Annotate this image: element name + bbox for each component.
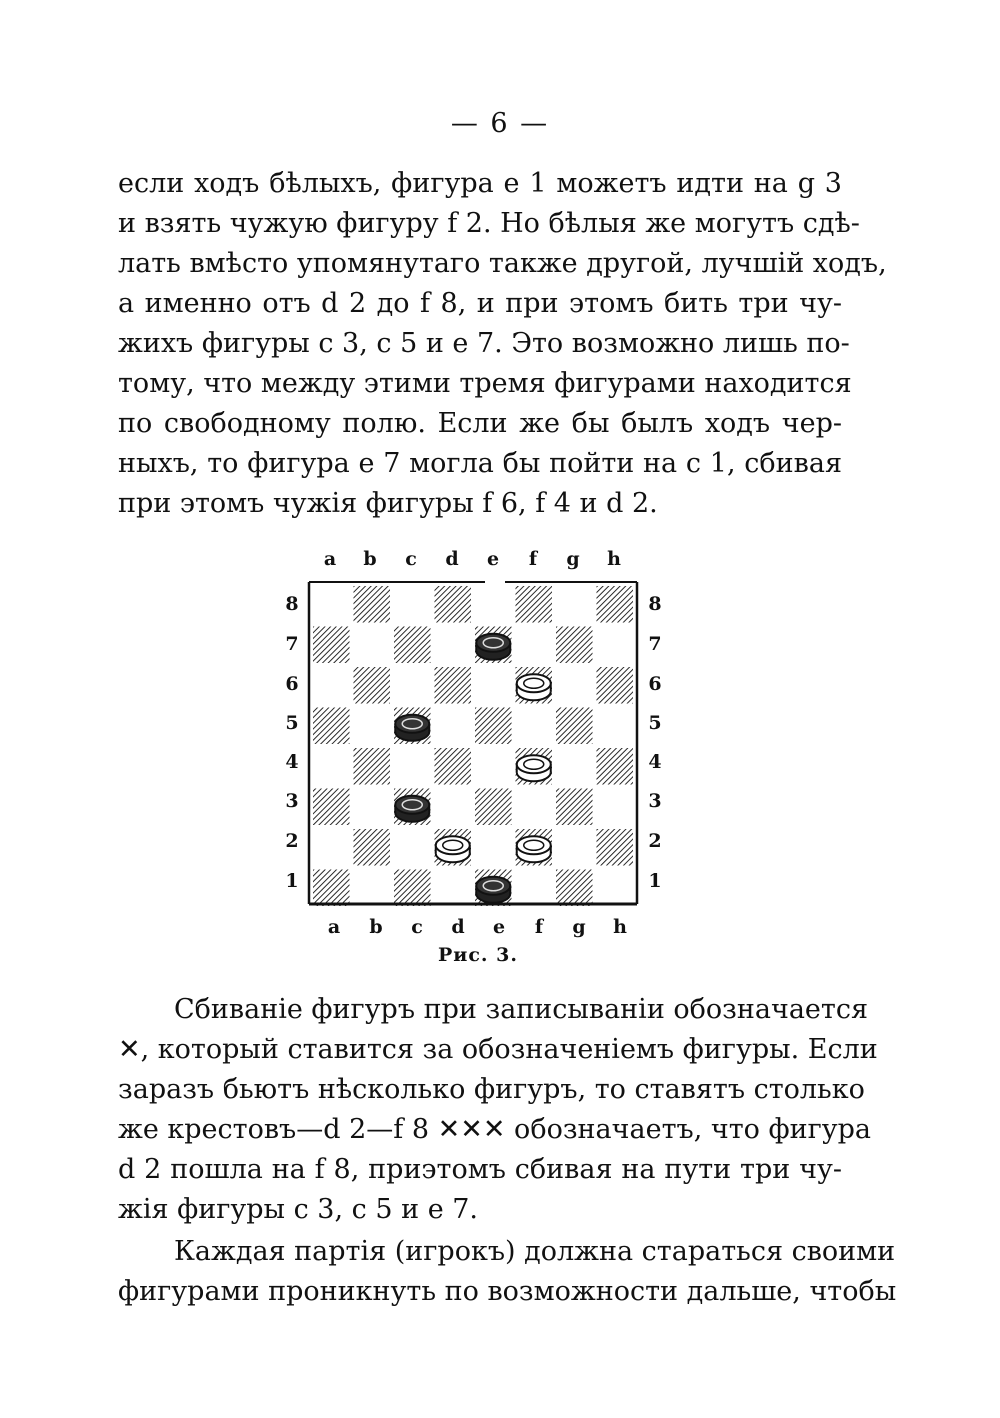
dark-square [435,586,472,623]
file-label-bottom: g [572,916,586,938]
paragraph-2 [118,990,878,1230]
black-piece [395,715,429,741]
dark-square [313,627,350,664]
dark-square [435,748,472,785]
text-line: лать вмѣсто упомянутаго также другой, лучшій ходъ, [118,248,887,279]
checkers-board [305,578,641,908]
text-line: если ходъ бѣлыхъ, фигура e 1 можетъ идти на g 3 [118,168,842,199]
text-line: тому, что между этими тремя фигурами находится [118,368,852,399]
dark-square [475,708,512,745]
text-line: заразъ бьютъ нѣсколько фигуръ, то ставятъ столько [118,1074,865,1105]
dark-square [354,667,391,704]
dark-square [597,748,634,785]
rank-label-right: 4 [648,751,662,773]
rank-label-left: 2 [285,830,299,852]
dark-square [313,789,350,826]
file-label-top: g [566,548,580,570]
dark-square [313,870,350,907]
rank-label-left: 1 [285,870,299,892]
white-piece [517,836,551,862]
text-line: же крестовъ—d 2—f 8 ✕✕✕ обозначаетъ, что фигура [118,1114,872,1145]
text-line: ✕, который ставится за обозначеніемъ фигуры. Если [118,1034,878,1065]
black-piece [476,877,510,903]
white-piece [517,674,551,700]
dark-square [556,708,593,745]
file-label-bottom: c [411,916,423,938]
file-label-top: c [405,548,417,570]
paragraph-1 [118,164,887,524]
rank-label-right: 3 [648,790,662,812]
dark-square [597,829,634,866]
file-label-top: d [445,548,459,570]
file-label-top: a [323,548,337,570]
file-label-top: f [528,548,538,570]
dark-square [597,667,634,704]
rank-label-right: 5 [648,712,662,734]
rank-label-left: 4 [285,751,299,773]
black-piece [395,796,429,822]
file-label-bottom: f [534,916,544,938]
rank-label-left: 8 [285,593,299,615]
file-label-top: h [607,548,621,570]
rank-label-left: 5 [285,712,299,734]
rank-label-left: 3 [285,790,299,812]
white-piece [436,836,470,862]
rank-label-left: 7 [285,633,299,655]
text-line: жія фигуры c 3, c 5 и e 7. [118,1194,479,1225]
file-label-bottom: d [451,916,465,938]
paragraph-3 [118,1232,897,1312]
text-line: Сбиваніе фигуръ при записываніи обозначается [174,994,868,1025]
text-line: Каждая партія (игрокъ) должна стараться своими [174,1236,896,1267]
figure-caption: Рис. 3. [437,944,518,966]
rank-label-right: 7 [648,633,662,655]
file-label-top: b [363,548,377,570]
file-label-top: e [486,548,500,570]
rank-label-right: 2 [648,830,662,852]
dark-square [475,789,512,826]
text-line: d 2 пошла на f 8, приэтомъ сбивая на пути три чу- [118,1154,842,1185]
file-label-bottom: e [492,916,506,938]
rank-label-right: 1 [648,870,662,892]
text-line: а именно отъ d 2 до f 8, и при этомъ бить три чу- [118,288,842,319]
dark-square [354,748,391,785]
text-line: при этомъ чужія фигуры f 6, f 4 и d 2. [118,488,658,519]
file-label-bottom: a [327,916,341,938]
dark-square [354,586,391,623]
dark-square [516,586,553,623]
text-line: жихъ фигуры c 3, c 5 и e 7. Это возможно лишь по- [118,328,850,359]
page-number: — 6 — [450,108,550,139]
dark-square [556,870,593,907]
rank-label-right: 6 [648,673,662,695]
dark-square [394,870,431,907]
dark-square [394,627,431,664]
white-piece [517,755,551,781]
dark-square [435,667,472,704]
rank-label-left: 6 [285,673,299,695]
black-piece [476,634,510,660]
text-line: и взять чужую фигуру f 2. Но бѣлыя же могутъ сдѣ- [118,208,860,239]
dark-square [313,708,350,745]
dark-square [556,627,593,664]
text-line: по свободному полю. Если же бы былъ ходъ чер- [118,408,842,439]
file-label-bottom: b [369,916,383,938]
rank-label-right: 8 [648,593,662,615]
text-line: фигурами проникнуть по возможности дальше, чтобы [118,1276,897,1307]
file-label-bottom: h [613,916,627,938]
text-line: ныхъ, то фигура e 7 могла бы пойти на c 1, сбивая [118,448,842,479]
dark-square [556,789,593,826]
dark-square [354,829,391,866]
dark-square [597,586,634,623]
